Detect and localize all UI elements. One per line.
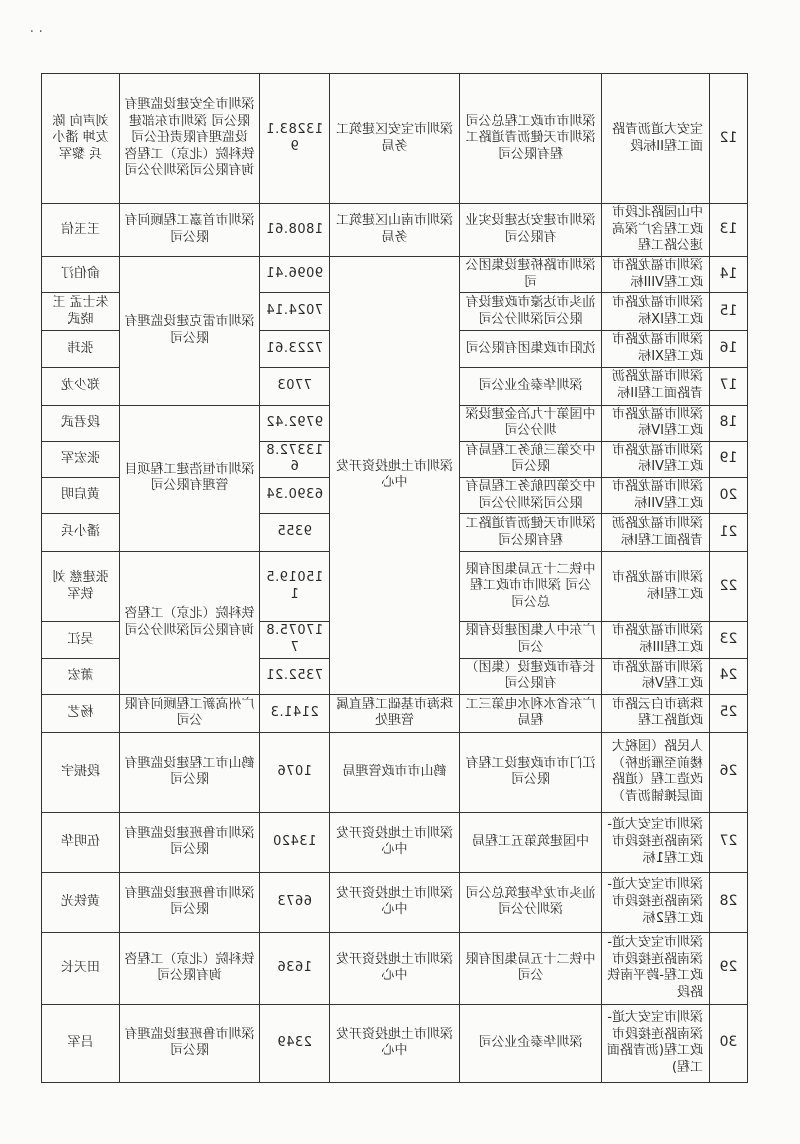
person: 段振宇 xyxy=(42,732,120,812)
contractor: 汕头市达濠市政建设有限公司深圳分公司 xyxy=(460,293,602,331)
contractor: 广东省水利水电第三工程局 xyxy=(460,694,602,732)
row-number: 27 xyxy=(710,812,748,872)
project-name: 人民路（国税大楼前至雁池桥）改造工程（道路面层摊铺沥青） xyxy=(602,732,710,812)
supervisor: 深圳市鲁班建设监理有限公司 xyxy=(120,1004,260,1082)
person: 黄启明 xyxy=(42,478,120,514)
supervisor-merged: 深圳市雷克建设监理有限公司 xyxy=(120,257,260,406)
owner: 深圳市土地投资开发中心 xyxy=(330,932,460,1004)
row-number: 19 xyxy=(710,441,748,477)
row-number: 22 xyxy=(710,552,748,622)
contractor: 沈阳市政集团有限公司 xyxy=(460,331,602,367)
project-name: 深圳市宝安大道-深南路连接段市政工程1标 xyxy=(602,812,710,872)
amount: 9096.41 xyxy=(260,257,330,293)
owner: 珠海市基础工程直属管理处 xyxy=(330,694,460,732)
row-number: 25 xyxy=(710,694,748,732)
row-number: 30 xyxy=(710,1004,748,1082)
contractor: 中交第四航务工程局有限公司深圳分公司 xyxy=(460,478,602,514)
person: 吴江 xyxy=(42,622,120,658)
row-number: 12 xyxy=(710,74,748,204)
owner: 深圳市土地投资开发中心 xyxy=(330,812,460,872)
person: 郑少龙 xyxy=(42,367,120,405)
project-name: 中山园路北段市政工程含广深高速公路工程 xyxy=(602,204,710,257)
row-number: 16 xyxy=(710,331,748,367)
person: 刘声向 陈友坤 潘小兵 黎军 xyxy=(42,74,120,204)
row-number: 29 xyxy=(710,932,748,1004)
contractor: 深圳市天健沥青道路工程有限公司 xyxy=(460,514,602,552)
project-name: 深圳市宝安大道-深南路连接段市政工程(沥青路面工程) xyxy=(602,1004,710,1082)
row-number: 26 xyxy=(710,732,748,812)
project-name: 深圳市福龙路市政工程IV标 xyxy=(602,405,710,441)
amount: 6390.34 xyxy=(260,478,330,514)
amount: 17075.87 xyxy=(260,622,330,658)
person: 黄铁光 xyxy=(42,872,120,932)
table-row xyxy=(42,872,748,932)
project-name: 深圳市宝安大道-深南路连接段市政工程-跨平南铁路段 xyxy=(602,932,710,1004)
owner: 深圳市南山区建筑工务局 xyxy=(330,204,460,257)
amount: 13283.19 xyxy=(260,74,330,204)
amount: 2349 xyxy=(260,1004,330,1082)
table-row xyxy=(42,204,748,257)
amount: 13420 xyxy=(260,812,330,872)
owner: 深圳市土地投资开发中心 xyxy=(330,1004,460,1082)
project-name: 深圳市福龙路市政工程VII标 xyxy=(602,478,710,514)
row-number: 20 xyxy=(710,478,748,514)
supervisor: 深圳市首嘉工程顾问有限公司 xyxy=(120,204,260,257)
person: 萧宏 xyxy=(42,658,120,694)
person: 朱士孟 王晓武 xyxy=(42,293,120,331)
table-row xyxy=(42,812,748,872)
amount: 7223.61 xyxy=(260,331,330,367)
contractor: 中国建筑第五工程局 xyxy=(460,812,602,872)
amount: 7703 xyxy=(260,367,330,405)
amount: 1808.61 xyxy=(260,204,330,257)
project-name: 深圳市宝安大道-深南路连接段市政工程2标 xyxy=(602,872,710,932)
supervisor-merged: 深圳市恒浩建工程项目管理有限公司 xyxy=(120,405,260,552)
row-number: 14 xyxy=(710,257,748,293)
project-name: 深圳市福龙路市政工程VIII标 xyxy=(602,257,710,293)
amount: 9355 xyxy=(260,514,330,552)
person: 吕军 xyxy=(42,1004,120,1082)
row-number: 15 xyxy=(710,293,748,331)
amount: 2141.3 xyxy=(260,694,330,732)
row-number: 18 xyxy=(710,405,748,441)
owner: 深圳市土地投资开发中心 xyxy=(330,872,460,932)
row-number: 24 xyxy=(710,658,748,694)
person: 潘小兵 xyxy=(42,514,120,552)
row-number: 23 xyxy=(710,622,748,658)
contractor: 长春市政建设（集团）有限公司 xyxy=(460,658,602,694)
contractor: 中交第三航务工程局有限公司 xyxy=(460,441,602,477)
amount: 15019.51 xyxy=(260,552,330,622)
amount: 7024.14 xyxy=(260,293,330,331)
project-table xyxy=(41,73,748,1083)
contractor: 深圳市路桥建设集团公司 xyxy=(460,257,602,293)
contractor: 中国第十九冶金建设深圳分公司 xyxy=(460,405,602,441)
table-row xyxy=(42,257,748,293)
supervisor: 鹤山市工程建设监理有限公司 xyxy=(120,732,260,812)
contractor: 深圳市建安达建设实业有限公司 xyxy=(460,204,602,257)
supervisor: 铁科院（北京）工程咨询有限公司 xyxy=(120,932,260,1004)
owner: 鹤山市市政管理局 xyxy=(330,732,460,812)
amount: 9792.42 xyxy=(260,405,330,441)
project-name: 珠海市白云路市政道路工程 xyxy=(602,694,710,732)
project-name: 深圳市福龙路沥青路面工程I标 xyxy=(602,514,710,552)
contractor: 江门市市政建设工程有限公司 xyxy=(460,732,602,812)
contractor: 广东中人集团建设有限公司 xyxy=(460,622,602,658)
supervisor: 深圳市鲁班建设监理有限公司 xyxy=(120,872,260,932)
person: 张宏军 xyxy=(42,441,120,477)
person: 俞伯汀 xyxy=(42,257,120,293)
table-row xyxy=(42,1004,748,1082)
project-name: 深圳市福龙路市政工程VI标 xyxy=(602,441,710,477)
person: 张建慈 刘铁军 xyxy=(42,552,120,622)
contractor: 中铁二十五局集团有限公司 xyxy=(460,932,602,1004)
supervisor: 深圳市鲁班建设监理有限公司 xyxy=(120,812,260,872)
person: 伍明华 xyxy=(42,812,120,872)
table-row xyxy=(42,694,748,732)
project-name: 深圳市福龙路市政工程XI标 xyxy=(602,331,710,367)
person: 王玉信 xyxy=(42,204,120,257)
project-name: 宝安大道沥青路面工程II标段 xyxy=(602,74,710,204)
person: 田天长 xyxy=(42,932,120,1004)
person: 杨艺 xyxy=(42,694,120,732)
table-row xyxy=(42,74,748,204)
supervisor: 广州高新工程顾问有限公司 xyxy=(120,694,260,732)
contractor: 汕头市龙华建筑总公司深圳分公司 xyxy=(460,872,602,932)
amount: 1636 xyxy=(260,932,330,1004)
row-number: 28 xyxy=(710,872,748,932)
amount: 13372.86 xyxy=(260,441,330,477)
person: 张玮 xyxy=(42,331,120,367)
project-name: 深圳市福龙路市政工程V标 xyxy=(602,658,710,694)
owner: 深圳市宝安区建筑工务局 xyxy=(330,74,460,204)
contractor: 深圳华泰企业公司 xyxy=(460,367,602,405)
row-number: 17 xyxy=(710,367,748,405)
supervisor-merged: 铁科院（北京）工程咨询有限公司深圳分公司 xyxy=(120,552,260,695)
contractor: 中铁二十五局集团有限公司 深圳市市政工程总公司 xyxy=(460,552,602,622)
person: 段君武 xyxy=(42,405,120,441)
contractor: 深圳市市政工程总公司 深圳市天健沥青道路工程有限公司 xyxy=(460,74,602,204)
table-row xyxy=(42,932,748,1004)
amount: 6673 xyxy=(260,872,330,932)
amount: 7352.21 xyxy=(260,658,330,694)
project-name: 深圳市福龙路市政工程IX标 xyxy=(602,293,710,331)
project-name: 深圳市福龙路沥青路面工程II标 xyxy=(602,367,710,405)
owner-merged: 深圳市土地投资开发中心 xyxy=(330,257,460,695)
row-number: 21 xyxy=(710,514,748,552)
supervisor: 深圳市全安建设监理有限公司 深圳市东部建设监理有限责任公司 铁科院（北京）工程咨询有限公司深圳分公司 xyxy=(120,74,260,204)
table-row xyxy=(42,732,748,812)
amount: 1076 xyxy=(260,732,330,812)
project-name: 深圳市福龙路市政工程I标 xyxy=(602,552,710,622)
project-name: 深圳市福龙路市政工程III标 xyxy=(602,622,710,658)
row-number: 13 xyxy=(710,204,748,257)
page-marks: · · xyxy=(30,24,44,40)
contractor: 深圳华泰企业公司 xyxy=(460,1004,602,1082)
